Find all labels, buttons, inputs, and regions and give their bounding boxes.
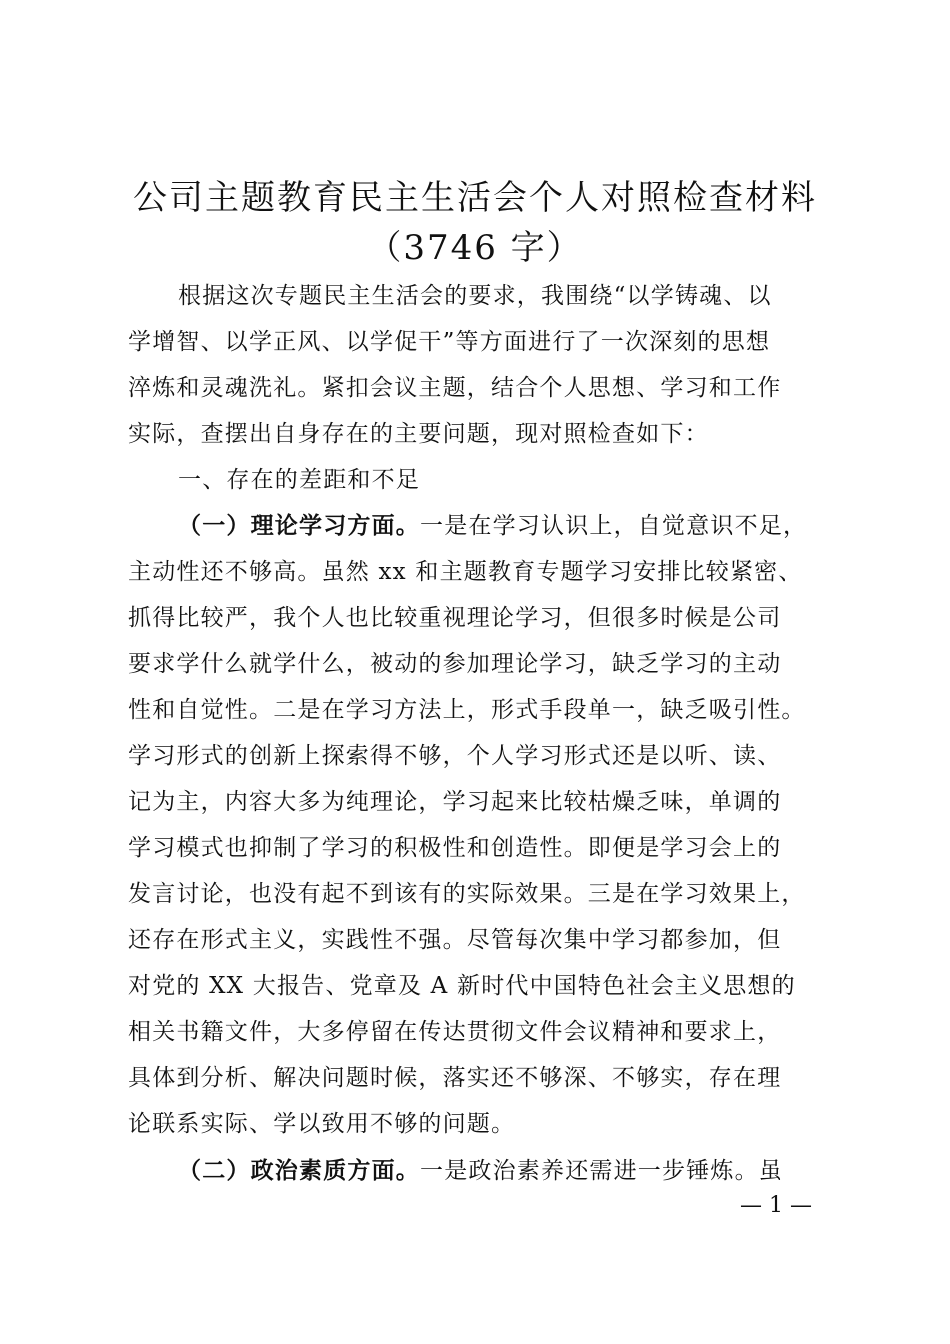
paragraph-line: 学习模式也抑制了学习的积极性和创造性。即便是学习会上的 [128,835,782,861]
subsection-label: （一）理论学习方面。 [178,512,420,539]
paragraph-line: 学习形式的创新上探索得不够，个人学习形式还是以听、读、 [128,743,782,769]
paragraph-text: 一是政治素养还需进一步锤炼。虽 [420,1158,783,1184]
subsection-1-first-line [178,507,878,540]
paragraph-line: 还存在形式主义，实践性不强。尽管每次集中学习都参加，但 [128,927,782,953]
paragraph-line: 性和自觉性。二是在学习方法上，形式手段单一，缺乏吸引性。 [128,697,806,723]
paragraph-line: 对党的 XX 大报告、党章及 A 新时代中国特色社会主义思想的 [128,973,796,999]
paragraph-line: 要求学什么就学什么，被动的参加理论学习，缺乏学习的主动 [128,651,782,677]
paragraph-line: 主动性还不够高。虽然 xx 和主题教育专题学习安排比较紧密、 [128,559,803,585]
page-number: — 1 — [740,1193,812,1218]
paragraph-line: 抓得比较严，我个人也比较重视理论学习，但很多时候是公司 [128,605,782,631]
document-title-wordcount: （3746 字） [367,228,583,268]
section-heading: 一、存在的差距和不足 [178,467,420,493]
intro-line: 学增智、以学正风、以学促干”等方面进行了一次深刻的思想 [128,329,771,355]
paragraph-line: 论联系实际、学以致用不够的问题。 [128,1111,516,1137]
paragraph-line: 相关书籍文件，大多停留在传达贯彻文件会议精神和要求上， [128,1019,782,1045]
intro-line: 实际，查摆出自身存在的主要问题，现对照检查如下： [128,421,709,447]
subsection-label: （二）政治素质方面。 [178,1157,420,1184]
paragraph-line: 发言讨论，也没有起不到该有的实际效果。三是在学习效果上， [128,881,806,907]
intro-line: 根据这次专题民主生活会的要求，我围绕“以学铸魂、以 [178,283,772,309]
subsection-2-first-line [178,1152,878,1185]
paragraph-line: 记为主，内容大多为纯理论，学习起来比较枯燥乏味，单调的 [128,789,782,815]
paragraph-line: 具体到分析、解决问题时候，落实还不够深、不够实，存在理 [128,1065,782,1091]
paragraph-text: 一是在学习认识上，自觉意识不足， [420,513,808,539]
document-title: 公司主题教育民主生活会个人对照检查材料 [133,178,817,218]
intro-line: 淬炼和灵魂洗礼。紧扣会议主题，结合个人思想、学习和工作 [128,375,782,401]
